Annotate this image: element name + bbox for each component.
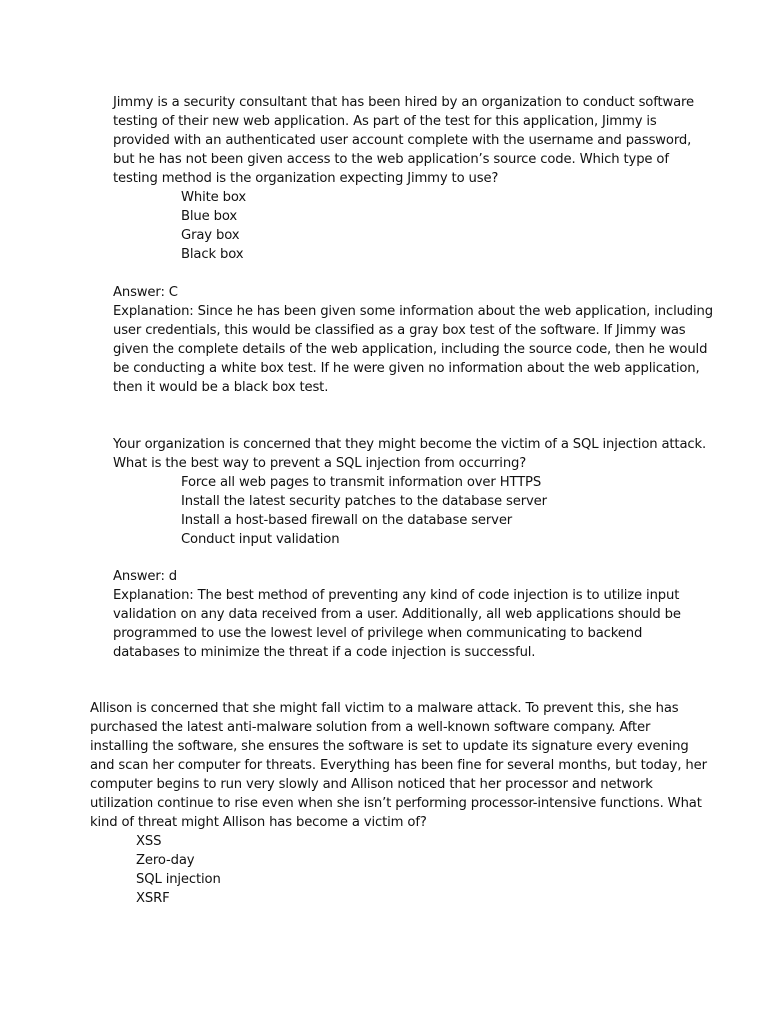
explanation-line: be conducting a white box test. If he were given no information about the web application,	[113, 361, 700, 376]
question-1-options	[181, 188, 246, 264]
option-item: SQL injection	[136, 872, 221, 887]
explanation-line: databases to minimize the threat if a code injection is successful.	[113, 645, 536, 660]
option-item: Blue box	[181, 209, 238, 224]
question-line: provided with an authenticated user account complete with the username and password,	[113, 133, 692, 148]
explanation-line: programmed to use the lowest level of privilege when communicating to backend	[113, 626, 643, 641]
option-item: Conduct input validation	[181, 532, 340, 547]
explanation-line: user credentials, this would be classified as a gray box test of the software. If Jimmy was	[113, 323, 686, 338]
option-item: Force all web pages to transmit information over HTTPS	[181, 475, 542, 490]
explanation-line: validation on any data received from a user. Additionally, all web applications should be	[113, 607, 681, 622]
option-item: White box	[181, 190, 247, 205]
explanation-line: given the complete details of the web application, including the source code, then he would	[113, 342, 708, 357]
option-item: Zero-day	[136, 853, 195, 868]
question-line: purchased the latest anti-malware solution from a well-known software company. After	[90, 720, 651, 735]
option-item: Install the latest security patches to the database server	[181, 494, 547, 509]
explanation-line: then it would be a black box test.	[113, 380, 329, 395]
question-3-text	[90, 699, 707, 832]
explanation-line: Explanation: The best method of preventing any kind of code injection is to utilize input	[113, 588, 680, 603]
question-3-options	[136, 832, 221, 908]
answer-line: Answer: d	[113, 569, 177, 584]
question-line: Jimmy is a security consultant that has been hired by an organization to conduct software	[113, 95, 695, 110]
question-line: computer begins to run very slowly and Allison noticed that her processor and network	[90, 777, 653, 792]
question-line: testing method is the organization expecting Jimmy to use?	[113, 171, 499, 186]
question-line: kind of threat might Allison has become a victim of?	[90, 815, 427, 830]
question-line: but he has not been given access to the web application’s source code. Which type of	[113, 152, 669, 167]
option-item: XSS	[136, 834, 162, 849]
question-2-text	[113, 435, 706, 473]
question-2-answer	[113, 567, 177, 586]
question-line: Allison is concerned that she might fall victim to a malware attack. To prevent this, she has	[90, 701, 679, 716]
explanation-line: Explanation: Since he has been given some information about the web application, including	[113, 304, 713, 319]
question-line: What is the best way to prevent a SQL injection from occurring?	[113, 456, 527, 471]
question-2-options	[181, 473, 547, 549]
option-item: Install a host-based firewall on the database server	[181, 513, 513, 528]
option-item: Gray box	[181, 228, 240, 243]
option-item: Black box	[181, 247, 244, 262]
question-line: Your organization is concerned that they might become the victim of a SQL injection attack.	[113, 437, 707, 452]
option-item: XSRF	[136, 891, 170, 906]
question-line: and scan her computer for threats. Everything has been fine for several months, but today, her	[90, 758, 707, 773]
question-1-answer	[113, 283, 178, 302]
question-line: installing the software, she ensures the software is set to update its signature every evening	[90, 739, 689, 754]
answer-line: Answer: C	[113, 285, 178, 300]
question-1-text	[113, 93, 694, 188]
question-line: testing of their new web application. As part of the test for this application, Jimmy is	[113, 114, 657, 129]
question-1-explanation	[113, 302, 713, 397]
question-line: utilization continue to rise even when she isn’t performing processor-intensive functions. What	[90, 796, 702, 811]
question-2-explanation	[113, 586, 681, 662]
